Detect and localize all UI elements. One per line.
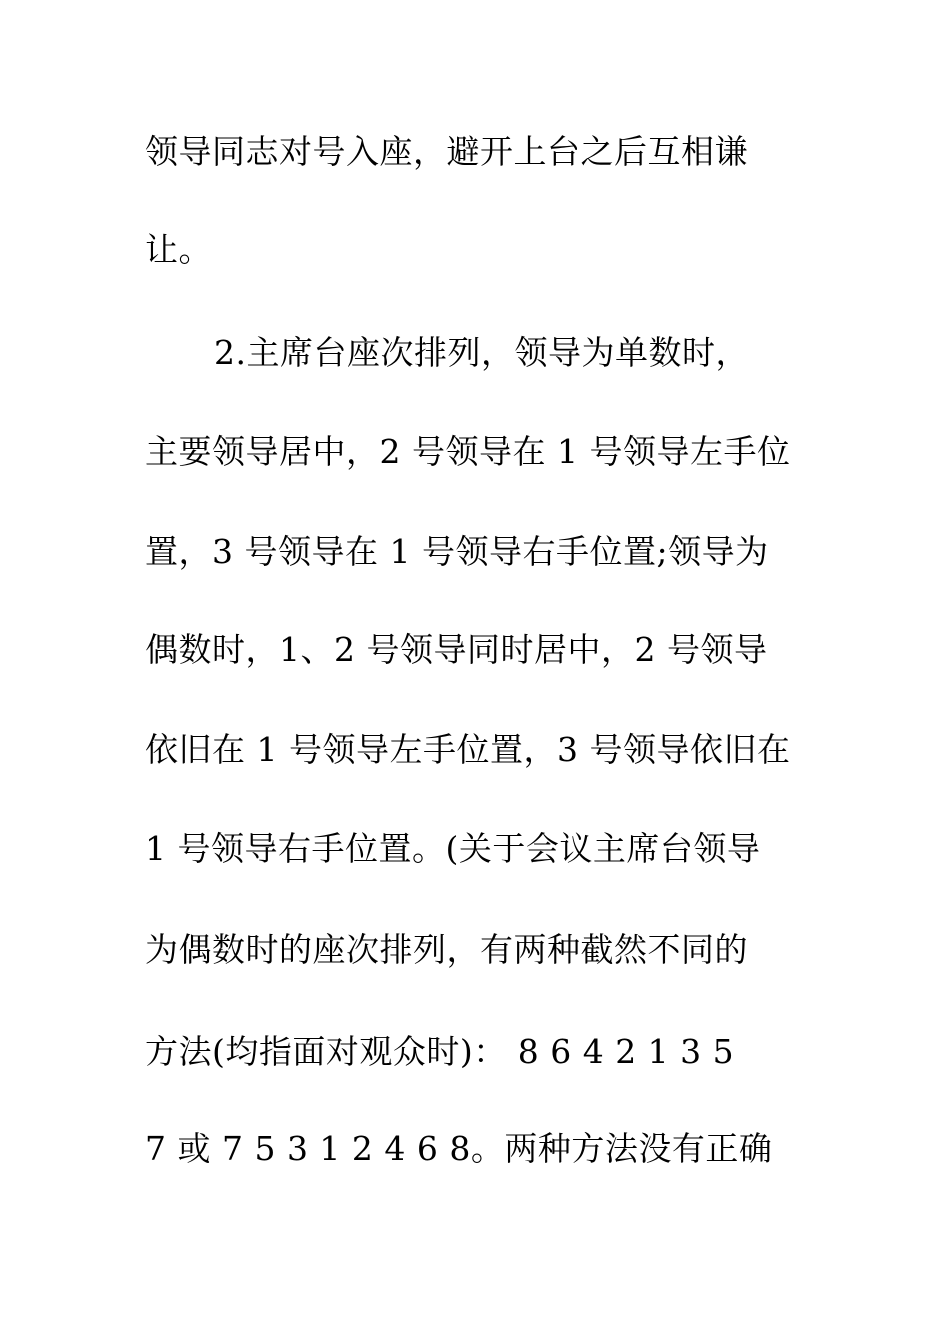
text-line: 1 号领导右手位置。(关于会议主席台领导 [145,829,761,868]
text-line: 为偶数时的座次排列，有两种截然不同的 [145,930,748,969]
text-line: 让。 [145,230,212,269]
text-line: 偶数时，1、2 号领导同时居中，2 号领导 [145,630,768,669]
text-line: 方法(均指面对观众时)： 8 6 4 2 1 3 5 [145,1032,735,1071]
text-line: 7 或 7 5 3 1 2 4 6 8。两种方法没有正确 [145,1129,773,1168]
paragraph-start-line: 2.主席台座次排列，领导为单数时， [214,333,749,372]
text-line: 领导同志对号入座，避开上台之后互相谦 [145,132,748,171]
text-line: 置，3 号领导在 1 号领导右手位置;领导为 [145,532,769,571]
text-line: 依旧在 1 号领导左手位置，3 号领导依旧在 [145,730,791,769]
text-line: 主要领导居中，2 号领导在 1 号领导左手位 [145,432,791,471]
